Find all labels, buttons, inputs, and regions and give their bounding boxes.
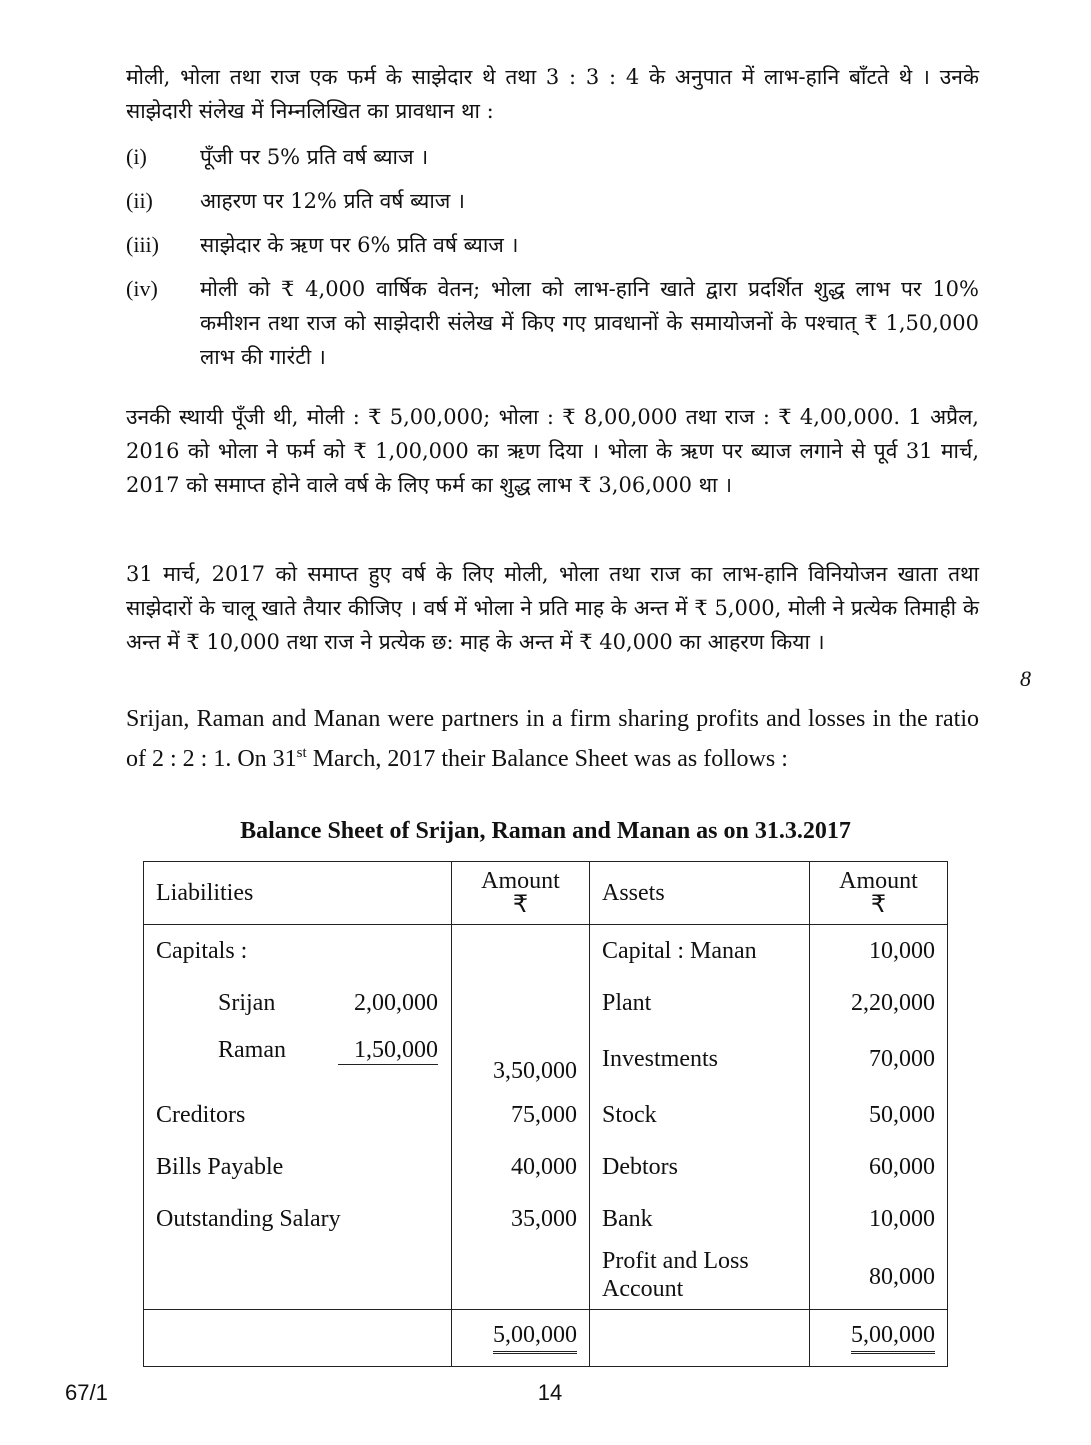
marks-label: 8 xyxy=(1020,666,1031,691)
capitals-total: 3,50,000 xyxy=(452,1029,590,1089)
table-row xyxy=(144,977,948,1029)
liability-label: Bills Payable xyxy=(144,1141,452,1193)
header-liabilities: Liabilities xyxy=(144,862,452,925)
page-number: 14 xyxy=(537,1380,563,1405)
totals-row xyxy=(144,1310,948,1367)
total-liabilities-value: 5,00,000 xyxy=(493,1322,577,1354)
asset-label: Investments xyxy=(590,1029,810,1089)
header-currency-symbol: ₹ xyxy=(870,892,887,918)
provision-text: साझेदार के ऋण पर 6% प्रति वर्ष ब्याज । xyxy=(200,233,519,257)
capital-sub-row xyxy=(144,977,452,1029)
asset-label: Plant xyxy=(590,977,810,1029)
balance-sheet-table xyxy=(143,861,948,1367)
capital-partner-name: Raman xyxy=(218,1037,286,1063)
table-row xyxy=(144,1089,948,1141)
asset-label: Debtors xyxy=(590,1141,810,1193)
header-amount-label: Amount xyxy=(839,868,918,894)
provision-number: (iv) xyxy=(126,276,158,301)
asset-amount: 60,000 xyxy=(810,1141,948,1193)
date-superscript: st xyxy=(296,745,307,761)
header-assets: Assets xyxy=(590,862,810,925)
provision-number: (i) xyxy=(126,144,147,169)
total-assets-value: 5,00,000 xyxy=(851,1322,935,1354)
capital-sub-row xyxy=(144,1029,452,1089)
asset-amount: 10,000 xyxy=(810,925,948,978)
paper-code: 67/1 xyxy=(65,1380,108,1405)
total-assets xyxy=(810,1310,948,1367)
asset-amount: 10,000 xyxy=(810,1193,948,1245)
asset-amount: 80,000 xyxy=(810,1245,948,1310)
header-amount-label: Amount xyxy=(481,868,560,894)
capital-partner-value: 1,50,000 xyxy=(338,1037,438,1065)
liability-amount: 40,000 xyxy=(452,1141,590,1193)
capitals-label: Capitals : xyxy=(144,925,452,978)
provision-number: (ii) xyxy=(126,188,153,213)
asset-label: Capital : Manan xyxy=(590,925,810,978)
table-row xyxy=(144,925,948,978)
provision-text: आहरण पर 12% प्रति वर्ष ब्याज । xyxy=(200,189,465,213)
total-liabilities xyxy=(452,1310,590,1367)
table-row xyxy=(144,1141,948,1193)
liability-label: Creditors xyxy=(144,1089,452,1141)
liability-amount: 35,000 xyxy=(452,1193,590,1245)
provision-item xyxy=(126,140,979,174)
liability-amount: 75,000 xyxy=(452,1089,590,1141)
header-currency-symbol: ₹ xyxy=(512,892,529,918)
table-row xyxy=(144,1193,948,1245)
hindi-question-paragraph: 31 मार्च, 2017 को समाप्त हुए वर्ष के लिए मोली, भोला तथा राज का लाभ-हानि विनियोजन खाता तथा साझेदारों के चालू खाते तैयार कीजिए । वर्ष में भोला ने प्रति माह के अन्त में ₹ 5,000, मोली ने प्रत्येक तिमाही के अन्त में ₹ 10,000 तथा राज ने प्रत्येक छ: माह के अन्त में ₹ 40,000 का आहरण किया । xyxy=(126,562,979,654)
asset-amount: 70,000 xyxy=(810,1029,948,1089)
asset-label: Stock xyxy=(590,1089,810,1141)
english-question-part1: Srijan, Raman and Manan were partners in a firm sharing profits and losses in the ratio of 2 : 2 : 1. On 31 xyxy=(126,706,979,772)
provisions-list xyxy=(126,140,979,384)
table-row xyxy=(144,1029,948,1089)
provision-text: मोली को ₹ 4,000 वार्षिक वेतन; भोला को लाभ-हानि खाते द्वारा प्रदर्शित शुद्ध लाभ पर 10% कमीशन तथा राज को साझेदारी संलेख में किए गए प्रावधानों के समायोजनों के पश्चात् ₹ 1,50,000 लाभ की गारंटी । xyxy=(200,277,979,369)
provision-text: पूँजी पर 5% प्रति वर्ष ब्याज । xyxy=(200,145,429,169)
header-liabilities-amount xyxy=(452,862,590,925)
hindi-capitals-paragraph: उनकी स्थायी पूँजी थी, मोली : ₹ 5,00,000; भोला : ₹ 8,00,000 तथा राज : ₹ 4,00,000. 1 अप्रैल, 2016 को भोला ने फर्म को ₹ 1,00,000 का ऋण दिया । भोला के ऋण पर ब्याज लगाने से पूर्व 31 मार्च, 2017 को समाप्त होने वाले वर्ष के लिए फर्म का शुद्ध लाभ ₹ 3,06,000 था । xyxy=(126,405,979,497)
header-assets-amount xyxy=(810,862,948,925)
english-question-part2: March, 2017 their Balance Sheet was as follows : xyxy=(306,746,788,772)
provision-item xyxy=(126,228,979,262)
asset-amount: 50,000 xyxy=(810,1089,948,1141)
capital-partner-value: 2,00,000 xyxy=(354,989,438,1016)
provision-item xyxy=(126,184,979,218)
asset-label: Bank xyxy=(590,1193,810,1245)
provision-item xyxy=(126,272,979,374)
provision-number: (iii) xyxy=(126,232,159,257)
balance-sheet-title: Balance Sheet of Srijan, Raman and Manan as on 31.3.2017 xyxy=(240,818,851,844)
asset-label: Profit and Loss Account xyxy=(590,1245,810,1310)
asset-amount: 2,20,000 xyxy=(810,977,948,1029)
liability-label: Outstanding Salary xyxy=(144,1193,452,1245)
english-question-paragraph xyxy=(126,702,979,776)
capital-partner-name: Srijan xyxy=(218,989,276,1016)
balance-sheet-header-row xyxy=(144,862,948,925)
hindi-intro-paragraph: मोली, भोला तथा राज एक फर्म के साझेदार थे तथा 3 : 3 : 4 के अनुपात में लाभ-हानि बाँटते थे । उनके साझेदारी संलेख में निम्नलिखित का प्रावधान था : xyxy=(126,65,979,123)
table-row xyxy=(144,1245,948,1310)
